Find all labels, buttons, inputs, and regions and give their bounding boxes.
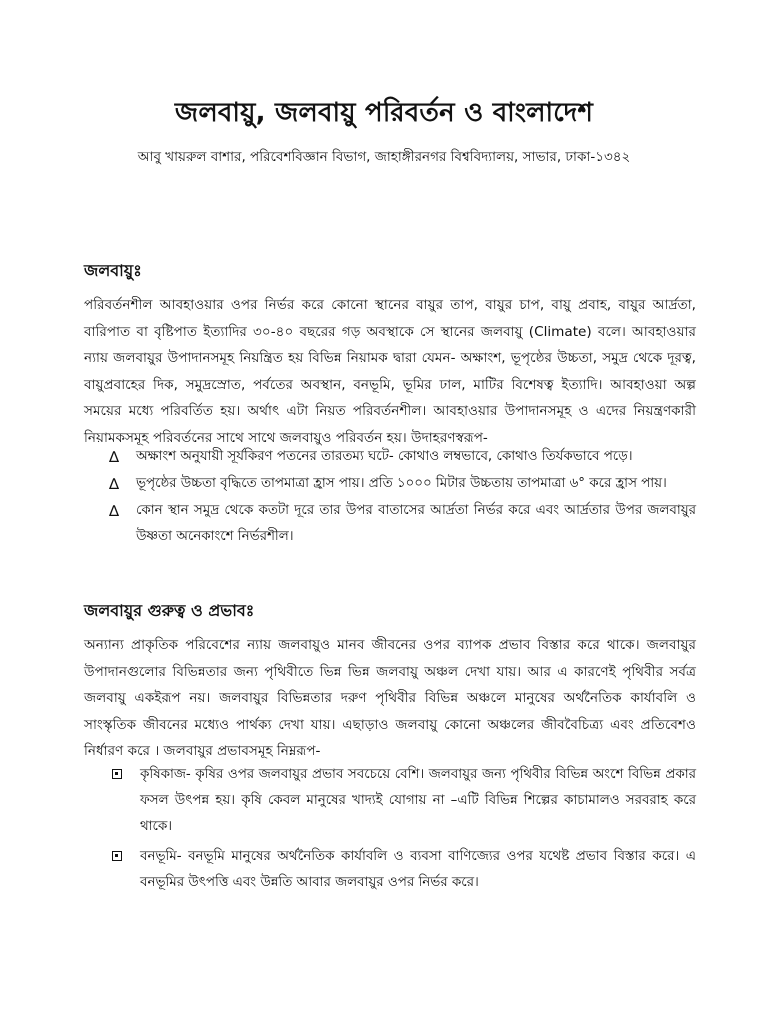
importance-paragraph: অন্যান্য প্রাকৃতিক পরিবেশের ন্যায় জলবায়ুও মানব জীবনের ওপর ব্যাপক প্রভাব বিস্তার করে থাকে। জলবায়ুর উপাদানগুলোর বিভিন্নতার জন্য পৃথিবীতে ভিন্ন ভিন্ন জলবায়ু অঞ্চল দেখা যায়। আর এ কারণেই পৃথিবীর সর্বত্র জলবায়ু একইরূপ নয়। জলবায়ুর বিভিন্নতার দরুণ পৃথিবীর বিভিন্ন অঞ্চলে মানুষের অর্থনৈতিক কার্যাবলি ও সাংস্কৃতিক জীবনের মধ্যেও পার্থক্য দেখা যায়। এছাড়াও জলবায়ু কোনো অঞ্চলের জীববৈচিত্র্য এবং প্রতিবেশও নির্ধারণ করে । জলবায়ুর প্রভাবসমূহ নিম্নরূপ- [84, 637, 696, 759]
section-heading-climate: জলবায়ুঃ [84, 261, 142, 280]
square-bullet-icon [112, 769, 122, 779]
list-item: ∆ ভূপৃষ্ঠের উচ্চতা বৃদ্ধিতে তাপমাত্রা হ্রাস পায়। প্রতি ১০০০ মিটার উচ্চতায় তাপমাত্রা ৬° করে হ্রাস পায়। [136, 471, 696, 497]
list-item: কৃষিকাজ- কৃষির ওপর জলবায়ুর প্রভাব সবচেয়ে বেশি। জলবায়ুর জন্য পৃথিবীর বিভিন্ন অংশে বিভিন্ন প্রকার ফসল উৎপন্ন হয়। কৃষি কেবল মানুষের খাদ্যই যোগায় না –এটি বিভিন্ন শিল্পের কাচামালও সরবরাহ করে থাকে। [140, 762, 696, 840]
list-item: ∆ কোন স্থান সমুদ্র থেকে কতটা দূরে তার উপর বাতাসের আর্দ্রতা নির্ভর করে এবং আর্দ্রতার উপর জলবায়ুর উষ্ণতা অনেকাংশে নির্ভরশীল। [136, 498, 696, 550]
author-line: আবু খায়রুল বাশার, পরিবেশবিজ্ঞান বিভাগ, জাহাঙ্গীরনগর বিশ্ববিদ্যালয়, সাভার, ঢাকা-১৩৪২ [137, 149, 631, 165]
triangle-bullet-icon: ∆ [109, 502, 120, 520]
climate-paragraph: পরিবর্তনশীল আবহাওয়ার ওপর নির্ভর করে কোনো স্থানের বায়ুর তাপ, বায়ুর চাপ, বায়ু প্রবাহ, বায়ুর আর্দ্রতা, বারিপাত বা বৃষ্টিপাত ইত্যাদির ৩০-৪০ বছরের গড় অবস্থাকে সে স্থানের জলবায়ু (Climate) বলে। আবহাওয়ার ন্যায় জলবায়ুর উপাদানসমূহ নিয়ন্ত্রিত হয় বিভিন্ন নিয়ামক দ্বারা যেমন- অক্ষাংশ, ভূপৃষ্ঠের উচ্চতা, সমুদ্র থেকে দূরত্ব, বায়ুপ্রবাহের দিক, সমুদ্রস্রোত, পর্বতের অবস্থান, বনভূমি, ভূমির ঢাল, মাটির বিশেষত্ব ইত্যাদি। আবহাওয়া অল্প সময়ের মধ্যে পরিবর্তিত হয়। অর্থাৎ এটা নিয়ত পরিবর্তনশীল। আবহাওয়ার উপাদানসমূহ ও এদের নিয়ন্ত্রণকারী নিয়ামকসমূহ পরিবর্তনের সাথে সাথে জলবায়ুও পরিবর্তন হয়। উদাহরণস্বরূপ- [84, 297, 696, 446]
triangle-bullet-icon: ∆ [109, 448, 120, 466]
climate-examples-list [109, 444, 696, 550]
triangle-bullet-icon: ∆ [109, 475, 120, 493]
list-item: বনভূমি- বনভূমি মানুষের অর্থনৈতিক কার্যাবলি ও ব্যবসা বাণিজ্যের ওপর যথেষ্ট প্রভাব বিস্তার করে। এ বনভূমির উৎপত্তি এবং উন্নতি আবার জলবায়ুর ওপর নির্ভর করে। [140, 844, 696, 896]
climate-effects-list [140, 762, 696, 896]
document-title: জলবায়ু, জলবায়ু পরিবর্তন ও বাংলাদেশ [174, 98, 594, 128]
section-heading-importance: জলবায়ুর গুরুত্ব ও প্রভাবঃ [84, 601, 255, 620]
square-bullet-icon [112, 851, 122, 861]
list-item: ∆ অক্ষাংশ অনুযায়ী সূর্যকিরণ পতনের তারতম্য ঘটে- কোথাও লম্বভাবে, কোথাও তির্যকভাবে পড়ে। [136, 444, 696, 470]
